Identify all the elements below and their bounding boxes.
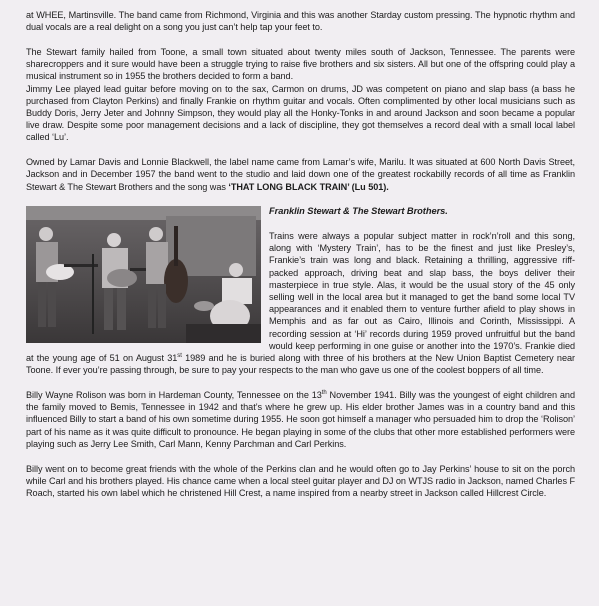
song-title: ‘THAT LONG BLACK TRAIN’ (Lu 501).	[228, 181, 389, 192]
ordinal-th: th	[321, 390, 327, 396]
paragraph-band-members: Jimmy Lee played lead guitar before moving on to the sax, Carmon on drums, JD was competent on piano and slap bass (a bass he purchased from Clayton Perkins) and finally Frankie on rhythm guitar and vocals. Often complimented by other local musicians such as Buddy Doris, Jerry Jeter and Johnny Simpson, they would play all the Honky-Tonks in and around Jackson and soon became a popular live draw. Despite some poor management decisions and a lack of discipline, they got themselves a record deal with a small local label called ‘Lu’.	[26, 83, 575, 143]
trains-text-b: 1989 and he is buried along with three of his brothers at the New Union Baptist Cemetery near Toone. If ever you’re passing through, be sure to pay your respects to the man who gave us one of the coolest boppers of all time.	[26, 353, 575, 376]
paragraph-stewart-family: The Stewart family hailed from Toone, a small town situated about twenty miles south of Jackson, Tennessee. The parents were sharecroppers and it sure would have been a struggle trying to raise five brothers and six sisters. All but one of the offspring could play a musical instrument so in 1955 the brothers decided to form a band.	[26, 47, 575, 82]
paragraph-billy-rolison	[26, 389, 575, 450]
trains-text-a: Trains were always a popular subject matter in rock’n’roll and this song, along with ‘Mystery Train’, has to be the finest and just like Presley’s, Frankie’s train was long and black. Retaining a thrilling, aggressive riff-packed approach, driving beat and slap bass, the boys deliver their masterpiece in true style. Alas, it would be the usual story of the 45 only selling well in the local area but it managed to get the band some local TV appearances and it enabled them to venture further afield to play shows in Memphis and as far out as Cairo, Illinois and Corinth, Mississippi. A recording session at ‘Hi’ records during 1959 proved unfruitful but the band would keep performing in one guise or another into the 1970’s. Frankie died at the young age of 51 on August 31	[26, 231, 575, 364]
billy-text-a: Billy Wayne Rolison was born in Hardeman County, Tennessee on the 13	[26, 390, 322, 401]
billy-text-b: November 1941. Billy was the youngest of eight children and the family moved to Bemis, Tennessee in 1942 and that’s where he grew up. His elder brother James was in a country band and this influenced Billy to start a band of his own sometime during 1955. He soon got himself a manager who persuaded him to drop the ‘Rolison’ part of his name as it was quite difficult to pronounce. He began playing in some of the clubs that other more established performers were playing such as Jerry Lee Smith, Carl Mann, Kenny Parchman and Carl Perkins.	[26, 390, 575, 449]
band-photo	[26, 206, 261, 343]
paragraph-lu-label	[26, 156, 575, 193]
ordinal-st: st	[177, 353, 182, 359]
paragraph-whee: at WHEE, Martinsville. The band came from Richmond, Virginia and this was another Starday custom pressing. The hypnotic rhythm and dual vocals are a real delight on a song you just can’t help tap your feet to.	[26, 10, 575, 33]
lu-label-text: Owned by Lamar Davis and Lonnie Blackwell, the label name came from Lamar’s wife, Marilu. It was situated at 600 North Davis Street, Jackson and in December 1957 the band went to the studio and laid down one of the greatest rockabilly records of all time as Franklin Stewart & The Stewart Brothers and the song was	[26, 157, 575, 192]
photo-caption: Franklin Stewart & The Stewart Brothers.	[269, 206, 448, 217]
paragraph-perkins-clan: Billy went on to become great friends with the whole of the Perkins clan and he would often go to Jay Perkins’ house to sit on the porch while Carl and his brothers played. His chance came when a local steel guitar player and DJ on WTJS radio in Jackson, named Charles F Roach, started his own label which he christened Hill Crest, a name inspired from a nearby street in Jackson called Hillcrest Circle.	[26, 463, 575, 499]
photo-section	[26, 205, 575, 389]
